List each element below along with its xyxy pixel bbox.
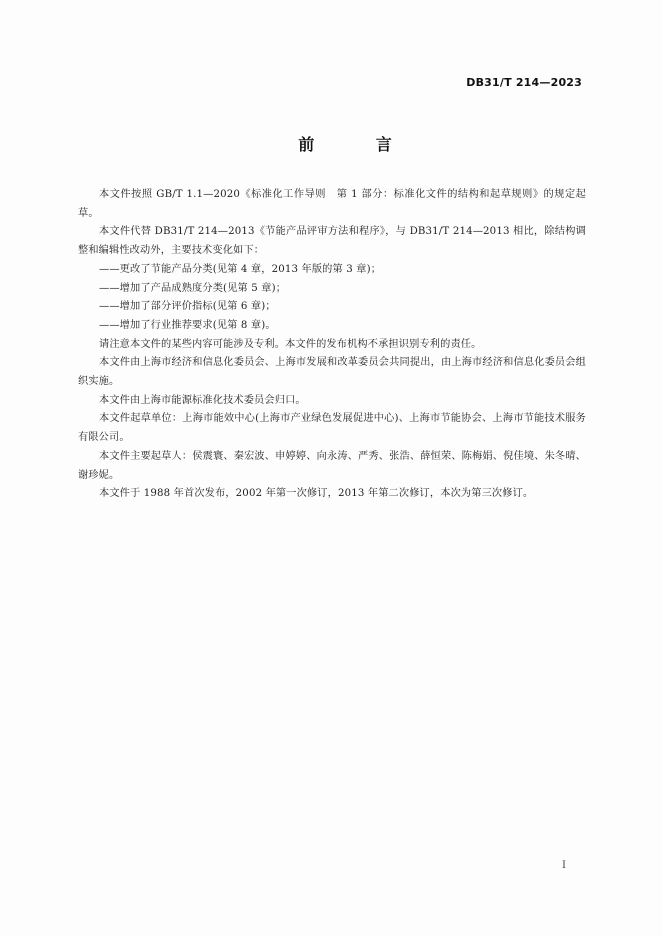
page-title: 前 言 [298, 135, 420, 154]
change-item: ——增加了产品成熟度分类(见第 5 章)； [99, 282, 287, 294]
paragraph-proposer: 本文件由上海市经济和信息化委员会、上海市发展和改革委员会共同提出，由上海市经济和信息化委员会组织实施。 [78, 357, 586, 388]
paragraph-patent-notice: 请注意本文件的某些内容可能涉及专利。本文件的发布机构不承担识别专利的责任。 [99, 338, 482, 350]
paragraph-drafters: 本文件主要起草人：侯震寰、秦宏波、申婷婷、向永涛、严秀、张浩、薛恒荣、陈梅娟、倪佳境、朱冬晴、谢珍妮。 [78, 450, 586, 481]
paragraph-drafting-units: 本文件起草单位：上海市能效中心(上海市产业绿色发展促进中心)、上海市节能协会、上海市节能技术服务有限公司。 [78, 413, 586, 444]
paragraph-drafting-basis: 本文件按照 GB/T 1.1—2020《标准化工作导则 第 1 部分：标准化文件的结构和起草规则》的规定起草。 [78, 189, 586, 219]
paragraph-administration: 本文件由上海市能源标准化技术委员会归口。 [99, 394, 306, 406]
change-item: ——增加了行业推荐要求(见第 8 章)。 [99, 319, 276, 331]
change-item: ——增加了部分评价指标(见第 6 章)； [99, 301, 276, 313]
paragraph-replacement: 本文件代替 DB31/T 214—2013《节能产品评审方法和程序》，与 DB31/T 214—2013 相比，除结构调整和编辑性改动外，主要技术变化如下： [78, 226, 586, 257]
paragraph-history: 本文件于 1988 年首次发布，2002 年第一次修订，2013 年第二次修订，本次为第三次修订。 [99, 488, 534, 500]
change-item: ——更改了节能产品分类(见第 4 章，2013 年版的第 3 章)； [99, 263, 382, 275]
foreword-body [78, 186, 586, 504]
page-number: I [562, 860, 566, 871]
document-code: DB31/T 214—2023 [466, 76, 582, 89]
